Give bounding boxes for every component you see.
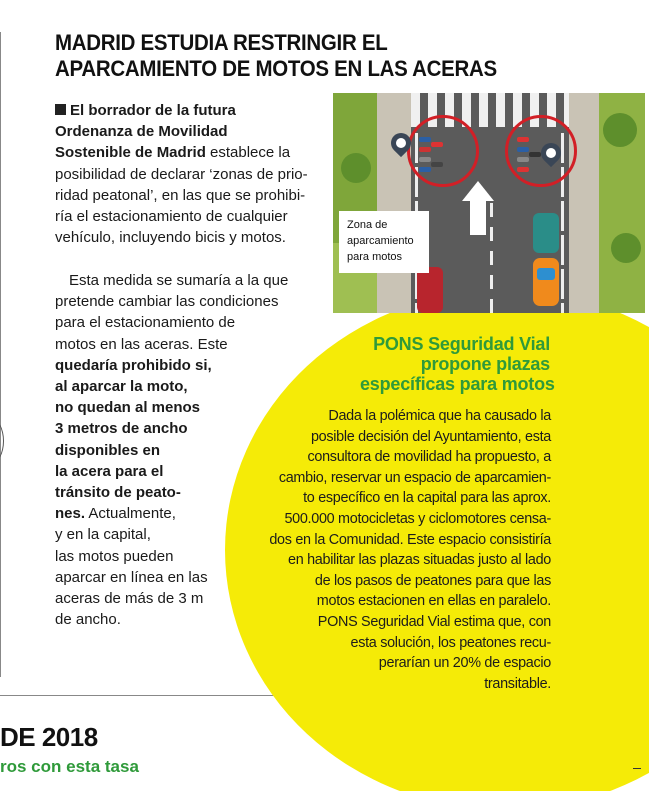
bullet-square-icon xyxy=(55,104,66,115)
sidebar-body: Dada la polémica que ha causado la posible decisión del Ayuntamiento, esta consultora de movilidad ha propuesto, a cambio, reservar un espacio de aparcamien- to específico en la capital para las aprox. 500.000 motocicletas y ciclomotores censa- dos en la Comunidad. Este espacio consistiría en habilitar las plazas situadas justo al lado de los pasos de peatones para que las motos estacionen en ellas en paralelo. PONS Seguridad Vial estima que, con esta solución, los peatones recu- perarían un 20% de espacio transitable. xyxy=(269,408,551,692)
article-paragraph-2: Esta medida se sumaría a la que pretende cambiar las condiciones para el estacionamiento de motos en las aceras. Este quedaría prohibido si, al aparcar la moto, no quedan al menos 3 metros de ancho disponibles en la acera para el tránsito de peato- nes. Actualmente, y en la capital, las motos pueden aparcar en línea en las aceras de más de 3 m de ancho. xyxy=(55,272,289,629)
article-headline: MADRID ESTUDIA RESTRINGIR EL APARCAMIENTO DE MOTOS EN LAS ACERAS xyxy=(55,30,497,81)
parking-zone-label: Zona de aparcamiento para motos xyxy=(339,211,429,273)
next-article-subtitle: ros con esta tasa xyxy=(0,757,139,776)
next-article-headline: DE 2018 xyxy=(0,722,98,752)
highlight-circle-left xyxy=(407,115,479,187)
column-divider xyxy=(0,32,1,677)
section-divider xyxy=(0,695,300,696)
sidebar-heading: PONS Seguridad Vial propone plazas específicas para motos xyxy=(360,334,555,394)
up-arrow-icon xyxy=(462,181,494,201)
street-parking-illustration xyxy=(333,93,645,313)
article-paragraph-1: El borrador de la futura Ordenanza de Movilidad Sostenible de Madrid establece la posibilidad de declarar ‘zonas de prio- ridad peatonal’, en las que se prohibi- ría el estacionamiento de cualquier vehículo, incluyendo bicis y motos. xyxy=(55,102,308,247)
page-tick xyxy=(633,768,641,769)
